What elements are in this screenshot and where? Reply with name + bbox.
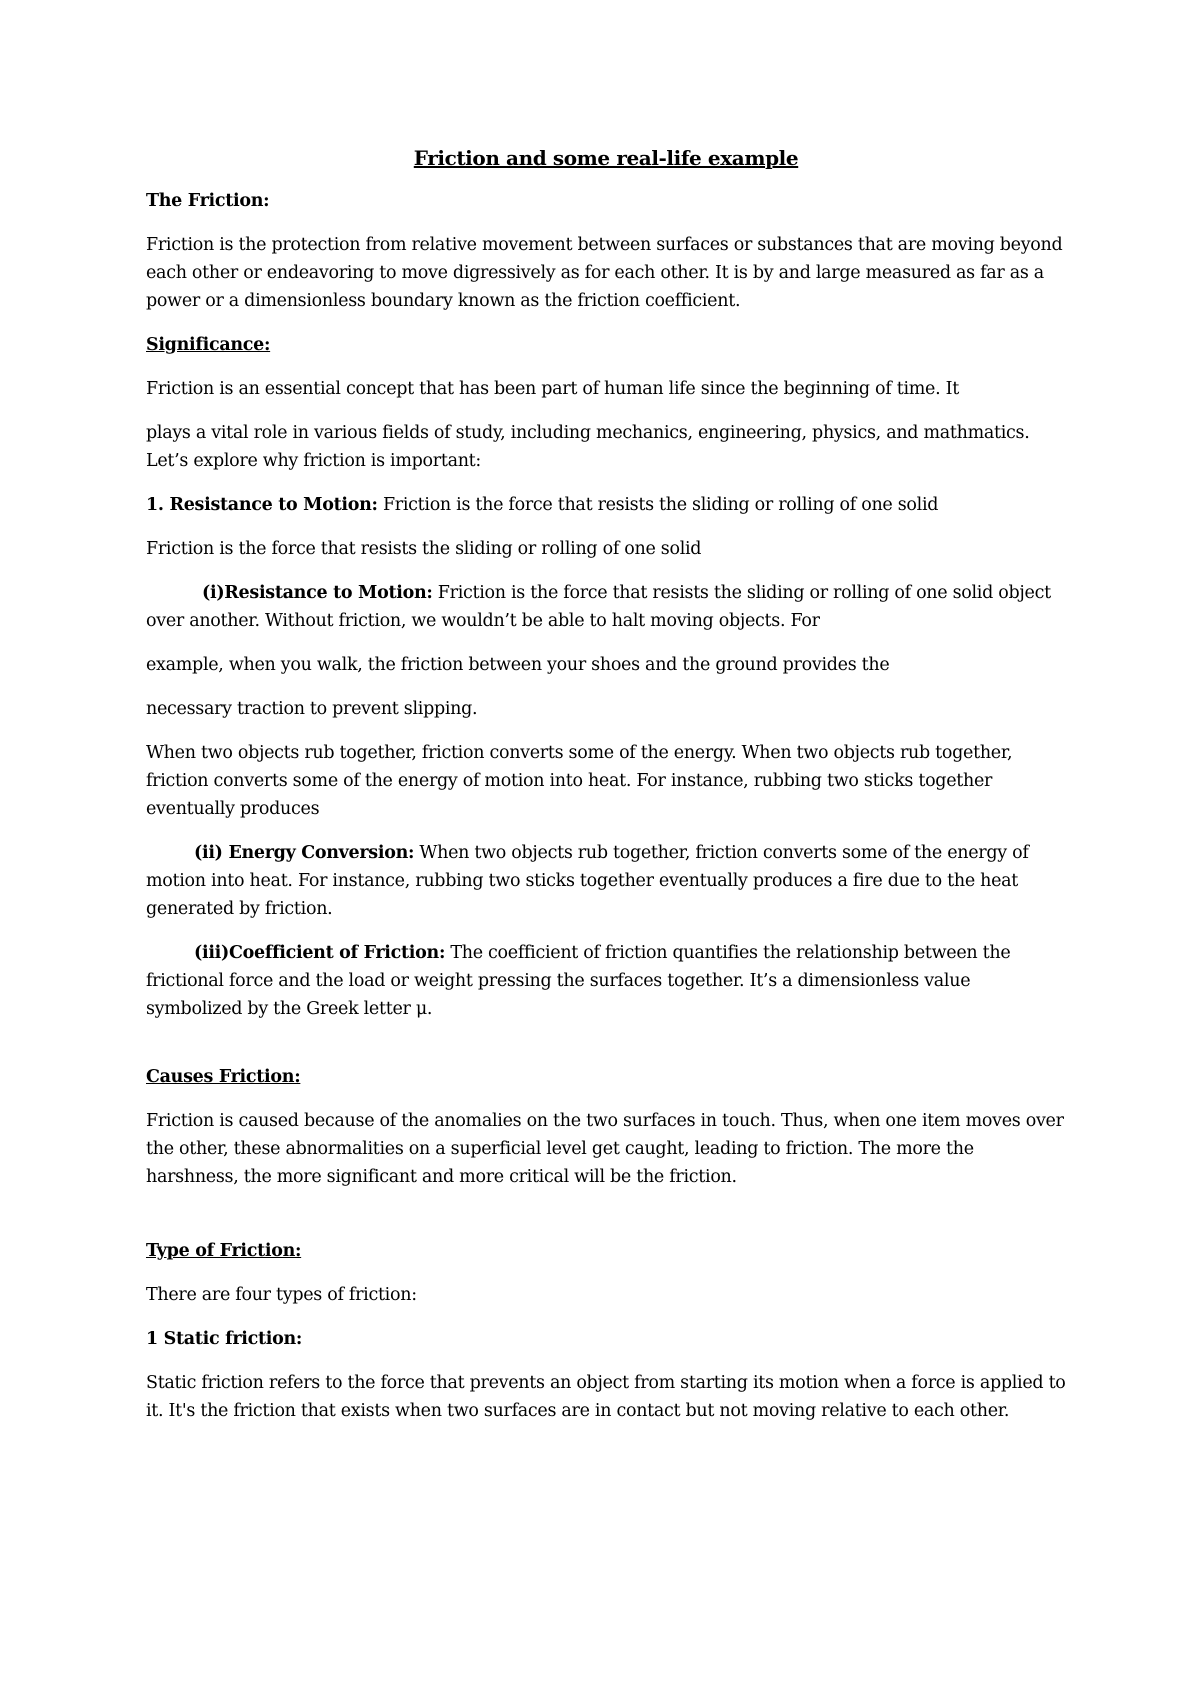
item-iii-text: The coefficient of friction quantifies the relationship between the frictional force and the load or weight pressing the surfaces together. It’s a dimensionless value symbolized by the Greek letter μ.: [146, 943, 1011, 1019]
types-intro-paragraph: There are four types of friction:: [146, 1285, 417, 1305]
causes-paragraph: Friction is caused because of the anomalies on the two surfaces in touch. Thus, when one item moves over the other, these abnormalities on a superficial level get caught, leading to friction. The more the harshness, the more significant and more critical will be the friction.: [146, 1111, 1064, 1187]
item-ii-text: When two objects rub together, friction converts some of the energy of motion into heat. For instance, rubbing two sticks together eventually produces a fire due to the heat generated by friction.: [146, 843, 1029, 919]
static-friction-heading: 1 Static friction:: [146, 1329, 303, 1349]
item-i-label: (i)Resistance to Motion:: [202, 583, 433, 603]
friction-paragraph: Friction is the protection from relative movement between surfaces or substances that are moving beyond each other or endeavoring to move digressively as for each other. It is by and large measured as far as a power or a dimensionless boundary known as the friction coefficient.: [146, 235, 1063, 311]
item-i-text: Friction is the force that resists the sliding or rolling of one solid object over another. Without friction, we wouldn’t be able to halt moving objects. For: [146, 583, 1051, 631]
resistance-label: 1. Resistance to Motion:: [146, 495, 378, 515]
significance-paragraph-1: Friction is an essential concept that has been part of human life since the beginning of time. It: [146, 379, 959, 399]
item-ii-paragraph: [146, 839, 1066, 923]
document-title: Friction and some real-life example: [413, 146, 799, 170]
item-ii-label: (ii) Energy Conversion:: [194, 843, 415, 863]
static-friction-paragraph: Static friction refers to the force that prevents an object from starting its motion when a force is applied to it. It's the friction that exists when two surfaces are in contact but not moving relative to each other.: [146, 1373, 1066, 1421]
types-heading: Type of Friction:: [146, 1241, 302, 1261]
resistance-paragraph: [146, 491, 1066, 519]
item-iii-label: (iii)Coefficient of Friction:: [194, 943, 446, 963]
item-i-indent: [146, 583, 202, 603]
item-i-paragraph: [146, 579, 1066, 635]
item-iii-indent: [146, 943, 194, 963]
significance-heading: Significance:: [146, 335, 271, 355]
resistance-repeat-paragraph: Friction is the force that resists the sliding or rolling of one solid: [146, 539, 702, 559]
causes-heading: Causes Friction:: [146, 1067, 301, 1087]
significance-paragraph-2: plays a vital role in various fields of study, including mechanics, engineering, physics, and mathmatics. Let’s explore why friction is important:: [146, 423, 1030, 471]
example-paragraph-1: example, when you walk, the friction between your shoes and the ground provides the: [146, 655, 890, 675]
energy-intro-paragraph: When two objects rub together, friction converts some of the energy. When two objects rub together, friction converts some of the energy of motion into heat. For instance, rubbing two sticks together eventually produces: [146, 743, 1013, 819]
document-body: [146, 144, 1066, 1441]
example-paragraph-2: necessary traction to prevent slipping.: [146, 699, 478, 719]
friction-heading: The Friction:: [146, 191, 270, 211]
resistance-text: Friction is the force that resists the sliding or rolling of one solid: [377, 495, 939, 515]
item-iii-paragraph: [146, 939, 1066, 1023]
item-ii-indent: [146, 843, 194, 863]
